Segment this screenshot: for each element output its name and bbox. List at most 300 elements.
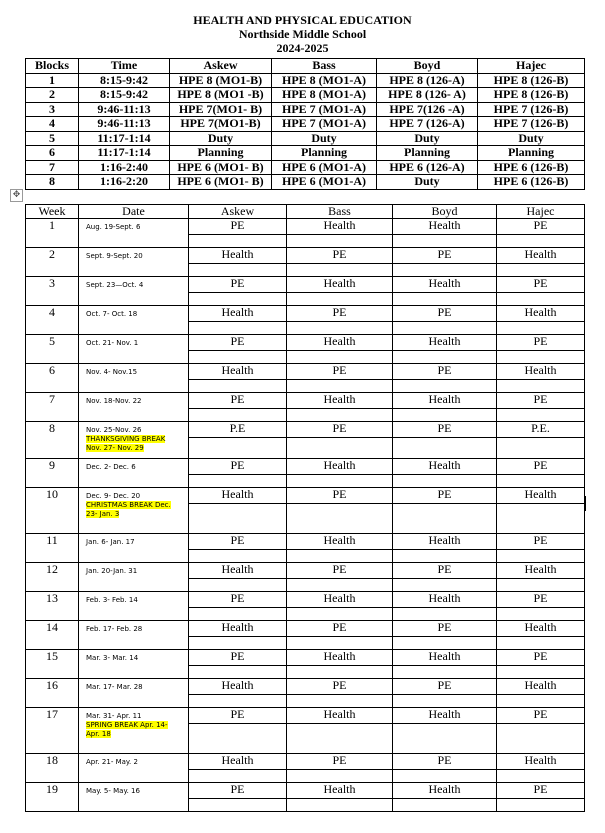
week-number: 4 (26, 306, 79, 335)
empty-cell (189, 322, 287, 335)
week-date (79, 335, 189, 364)
subject-bass: Health (287, 783, 393, 799)
table-row (26, 219, 585, 235)
week-date (79, 563, 189, 592)
subject-bass: Health (287, 650, 393, 666)
table-row (26, 459, 585, 475)
schedule-row (26, 146, 585, 161)
table-row (26, 277, 585, 293)
week-number: 19 (26, 783, 79, 812)
empty-cell (393, 438, 497, 459)
subject-askew: PE (189, 708, 287, 724)
schedule-cell: HPE 7(MO1-B) (170, 117, 272, 132)
subject-hajec: Health (497, 488, 585, 504)
schedule-cell: 7 (26, 160, 79, 175)
empty-cell (393, 504, 497, 534)
week-number: 8 (26, 422, 79, 459)
empty-cell (287, 409, 393, 422)
empty-cell (189, 579, 287, 592)
schedule-header-cell: Hajec (478, 59, 585, 74)
schedule-cell: HPE 8 (126-A) (377, 73, 478, 88)
table-row (26, 621, 585, 637)
empty-cell (393, 235, 497, 248)
empty-cell (497, 293, 585, 306)
schedule-row (26, 73, 585, 88)
empty-cell (189, 666, 287, 679)
schedule-row (26, 88, 585, 103)
empty-cell (497, 550, 585, 563)
subject-boyd: Health (393, 592, 497, 608)
empty-cell (393, 695, 497, 708)
empty-cell (189, 264, 287, 277)
week-number: 1 (26, 219, 79, 248)
subject-hajec: Health (497, 754, 585, 770)
subject-hajec: PE (497, 277, 585, 293)
empty-cell (189, 504, 287, 534)
schedule-row (26, 117, 585, 132)
empty-cell (497, 770, 585, 783)
schedule-cell: 1:16-2:40 (79, 160, 170, 175)
empty-cell (189, 695, 287, 708)
empty-cell (497, 475, 585, 488)
empty-cell (287, 351, 393, 364)
week-date (79, 679, 189, 708)
week-number: 11 (26, 534, 79, 563)
week-number: 3 (26, 277, 79, 306)
schedule-cell: Duty (377, 175, 478, 190)
empty-cell (287, 608, 393, 621)
holiday-note: CHRISTMAS BREAK Dec. 23- Jan. 3 (86, 501, 171, 518)
date-range: Nov. 4- Nov.15 (86, 368, 138, 376)
schedule-header-cell: Time (79, 59, 170, 74)
subject-bass: PE (287, 754, 393, 770)
subject-boyd: PE (393, 422, 497, 438)
date-range: Mar. 17- Mar. 28 (86, 683, 143, 691)
subject-boyd: Health (393, 393, 497, 409)
week-number: 2 (26, 248, 79, 277)
schedule-cell: 4 (26, 117, 79, 132)
subject-bass: PE (287, 621, 393, 637)
schedule-cell: HPE 8 (MO1-A) (272, 88, 377, 103)
subject-hajec: PE (497, 219, 585, 235)
week-number: 7 (26, 393, 79, 422)
subject-hajec: PE (497, 534, 585, 550)
schedule-cell: Duty (377, 131, 478, 146)
rotation-header-cell: Boyd (393, 205, 497, 219)
subject-bass: Health (287, 335, 393, 351)
subject-hajec: PE (497, 335, 585, 351)
subject-boyd: Health (393, 459, 497, 475)
empty-cell (497, 264, 585, 277)
subject-askew: PE (189, 534, 287, 550)
date-range: Feb. 17- Feb. 28 (86, 625, 143, 633)
subject-boyd: Health (393, 335, 497, 351)
week-date (79, 708, 189, 754)
rotation-header-cell: Hajec (497, 205, 585, 219)
empty-cell (393, 351, 497, 364)
schedule-cell: HPE 8 (126-B) (478, 88, 585, 103)
date-range: Jan. 6- Jan. 17 (86, 538, 135, 546)
table-row (26, 248, 585, 264)
week-date (79, 534, 189, 563)
subject-bass: PE (287, 488, 393, 504)
subject-askew: P.E (189, 422, 287, 438)
subject-askew: PE (189, 335, 287, 351)
date-range: Nov. 18-Nov. 22 (86, 397, 142, 405)
subject-hajec: Health (497, 621, 585, 637)
empty-cell (497, 695, 585, 708)
schedule-row (26, 102, 585, 117)
week-date (79, 459, 189, 488)
schedule-cell: HPE 6 (MO1-A) (272, 160, 377, 175)
empty-cell (497, 608, 585, 621)
subject-hajec: PE (497, 459, 585, 475)
subject-boyd: Health (393, 650, 497, 666)
school-name: Northside Middle School (238, 27, 367, 41)
empty-cell (189, 235, 287, 248)
subject-askew: Health (189, 563, 287, 579)
empty-cell (393, 380, 497, 393)
date-range: Oct. 7- Oct. 18 (86, 310, 138, 318)
empty-cell (189, 770, 287, 783)
schedule-cell: HPE 7(126 -A) (377, 102, 478, 117)
date-range: Oct. 21- Nov. 1 (86, 339, 139, 347)
subject-hajec: PE (497, 650, 585, 666)
subject-askew: PE (189, 783, 287, 799)
subject-boyd: Health (393, 534, 497, 550)
week-date (79, 364, 189, 393)
week-date (79, 219, 189, 248)
schedule-cell: HPE 8 (MO1 -B) (170, 88, 272, 103)
schedule-cell: HPE 6 (126-B) (478, 175, 585, 190)
schedule-cell: Duty (272, 131, 377, 146)
subject-hajec: Health (497, 563, 585, 579)
table-row (26, 592, 585, 608)
table-row (26, 393, 585, 409)
week-date (79, 621, 189, 650)
subject-bass: PE (287, 422, 393, 438)
subject-askew: Health (189, 621, 287, 637)
date-range: Apr. 21- May. 2 (86, 758, 138, 766)
empty-cell (287, 637, 393, 650)
week-number: 10 (26, 488, 79, 534)
subject-hajec: PE (497, 783, 585, 799)
subject-bass: Health (287, 592, 393, 608)
subject-hajec: PE (497, 708, 585, 724)
subject-askew: Health (189, 248, 287, 264)
empty-cell (497, 409, 585, 422)
subject-boyd: Health (393, 708, 497, 724)
empty-cell (393, 666, 497, 679)
date-range: Sept. 9-Sept. 20 (86, 252, 143, 260)
empty-cell (497, 380, 585, 393)
subject-boyd: PE (393, 488, 497, 504)
schedule-cell: 11:17-1:14 (79, 131, 170, 146)
date-range: Mar. 3- Mar. 14 (86, 654, 139, 662)
schedule-row (26, 175, 585, 190)
schedule-cell: HPE 6 (MO1- B) (170, 175, 272, 190)
table-row (26, 708, 585, 724)
subject-askew: PE (189, 219, 287, 235)
subject-bass: Health (287, 459, 393, 475)
subject-hajec: Health (497, 679, 585, 695)
empty-cell (393, 550, 497, 563)
date-range: Nov. 25-Nov. 26 (86, 426, 142, 434)
subject-bass: Health (287, 219, 393, 235)
week-date (79, 422, 189, 459)
subject-askew: PE (189, 393, 287, 409)
subject-askew: Health (189, 364, 287, 380)
subject-boyd: PE (393, 248, 497, 264)
subject-hajec: Health (497, 248, 585, 264)
empty-cell (497, 235, 585, 248)
empty-cell (393, 724, 497, 754)
empty-cell (287, 579, 393, 592)
schedule-cell: HPE 7 (126-B) (478, 102, 585, 117)
schedule-cell: HPE 8 (126-B) (478, 73, 585, 88)
schedule-row (26, 131, 585, 146)
empty-cell (189, 409, 287, 422)
empty-cell (189, 380, 287, 393)
schedule-cell: HPE 6 (126-A) (377, 160, 478, 175)
empty-cell (287, 504, 393, 534)
schedule-cell: 8:15-9:42 (79, 73, 170, 88)
week-number: 13 (26, 592, 79, 621)
subject-bass: Health (287, 534, 393, 550)
empty-cell (497, 799, 585, 812)
date-range: Dec. 2- Dec. 6 (86, 463, 136, 471)
schedule-header-cell: Askew (170, 59, 272, 74)
table-row (26, 783, 585, 799)
empty-cell (287, 475, 393, 488)
subject-boyd: PE (393, 754, 497, 770)
empty-cell (189, 608, 287, 621)
week-number: 18 (26, 754, 79, 783)
empty-cell (189, 637, 287, 650)
schedule-cell: Planning (272, 146, 377, 161)
week-date (79, 650, 189, 679)
empty-cell (393, 409, 497, 422)
schedule-cell: HPE 7 (126-A) (377, 117, 478, 132)
table-row (26, 563, 585, 579)
schedule-header-cell: Boyd (377, 59, 478, 74)
empty-cell (393, 264, 497, 277)
date-range: Feb. 3- Feb. 14 (86, 596, 138, 604)
schedule-cell: HPE 8 (126- A) (377, 88, 478, 103)
schedule-cell: HPE 7 (MO1-A) (272, 102, 377, 117)
empty-cell (393, 322, 497, 335)
subject-boyd: Health (393, 783, 497, 799)
subject-bass: PE (287, 679, 393, 695)
subject-boyd: Health (393, 219, 497, 235)
date-range: Mar. 31- Apr. 11 (86, 712, 142, 720)
schedule-header-cell: Bass (272, 59, 377, 74)
table-row (26, 650, 585, 666)
schedule-cell: HPE 6 (MO1-A) (272, 175, 377, 190)
empty-cell (287, 550, 393, 563)
schedule-cell: 1:16-2:20 (79, 175, 170, 190)
table-row (26, 422, 585, 438)
empty-cell (189, 799, 287, 812)
schedule-cell: 6 (26, 146, 79, 161)
subject-askew: Health (189, 754, 287, 770)
date-range: Dec. 9- Dec. 20 (86, 492, 141, 500)
subject-askew: PE (189, 459, 287, 475)
rotation-header-cell: Week (26, 205, 79, 219)
schedule-cell: 8:15-9:42 (79, 88, 170, 103)
school-year: 2024-2025 (276, 41, 329, 55)
empty-cell (287, 380, 393, 393)
empty-cell (287, 322, 393, 335)
empty-cell (287, 235, 393, 248)
empty-cell (189, 550, 287, 563)
empty-cell (393, 579, 497, 592)
schedule-cell: 9:46-11:13 (79, 117, 170, 132)
document-title: HEALTH AND PHYSICAL EDUCATION (193, 13, 412, 27)
empty-cell (393, 637, 497, 650)
schedule-row (26, 160, 585, 175)
subject-bass: PE (287, 364, 393, 380)
date-range: Aug. 19-Sept. 6 (86, 223, 141, 231)
move-handle-icon[interactable]: ✥ (10, 189, 23, 202)
schedule-cell: HPE 6 (MO1- B) (170, 160, 272, 175)
empty-cell (287, 770, 393, 783)
schedule-cell: Duty (170, 131, 272, 146)
empty-cell (287, 293, 393, 306)
week-date (79, 248, 189, 277)
subject-hajec: P.E. (497, 422, 585, 438)
subject-hajec: Health (497, 306, 585, 322)
schedule-cell: 8 (26, 175, 79, 190)
week-date (79, 783, 189, 812)
empty-cell (287, 264, 393, 277)
table-row (26, 306, 585, 322)
holiday-note: THANKSGIVING BREAK Nov. 27- Nov. 29 (86, 435, 166, 452)
empty-cell (497, 504, 585, 534)
empty-cell (497, 322, 585, 335)
table-row (26, 754, 585, 770)
subject-askew: PE (189, 592, 287, 608)
schedule-cell: Planning (170, 146, 272, 161)
schedule-cell: HPE 7 (126-B) (478, 117, 585, 132)
week-number: 6 (26, 364, 79, 393)
subject-askew: Health (189, 488, 287, 504)
subject-hajec: Health (497, 364, 585, 380)
empty-cell (393, 608, 497, 621)
week-number: 17 (26, 708, 79, 754)
empty-cell (189, 293, 287, 306)
week-date (79, 488, 189, 534)
rotation-header-cell: Bass (287, 205, 393, 219)
schedule-cell: 2 (26, 88, 79, 103)
week-date (79, 393, 189, 422)
table-border-marker (584, 496, 586, 511)
week-number: 9 (26, 459, 79, 488)
holiday-note: SPRING BREAK Apr. 14- Apr. 18 (86, 721, 168, 738)
empty-cell (287, 438, 393, 459)
empty-cell (393, 799, 497, 812)
empty-cell (287, 724, 393, 754)
empty-cell (189, 438, 287, 459)
schedule-cell: 3 (26, 102, 79, 117)
subject-bass: PE (287, 563, 393, 579)
empty-cell (287, 695, 393, 708)
empty-cell (497, 637, 585, 650)
subject-boyd: PE (393, 306, 497, 322)
subject-boyd: PE (393, 364, 497, 380)
empty-cell (497, 724, 585, 754)
rotation-header-cell: Date (79, 205, 189, 219)
subject-boyd: PE (393, 563, 497, 579)
empty-cell (189, 724, 287, 754)
block-schedule-table (25, 58, 585, 190)
schedule-cell: HPE 6 (126-B) (478, 160, 585, 175)
date-range: Sept. 23—Oct. 4 (86, 281, 144, 289)
schedule-cell: HPE 7 (MO1-A) (272, 117, 377, 132)
week-date (79, 277, 189, 306)
empty-cell (497, 666, 585, 679)
subject-askew: Health (189, 679, 287, 695)
table-row (26, 488, 585, 504)
week-date (79, 754, 189, 783)
rotation-table (25, 204, 585, 812)
empty-cell (189, 475, 287, 488)
week-number: 14 (26, 621, 79, 650)
empty-cell (393, 293, 497, 306)
schedule-header-cell: Blocks (26, 59, 79, 74)
empty-cell (189, 351, 287, 364)
week-date (79, 592, 189, 621)
schedule-cell: HPE 7(MO1- B) (170, 102, 272, 117)
empty-cell (287, 799, 393, 812)
subject-hajec: PE (497, 393, 585, 409)
schedule-cell: 1 (26, 73, 79, 88)
schedule-cell: Planning (478, 146, 585, 161)
table-row (26, 335, 585, 351)
week-number: 12 (26, 563, 79, 592)
subject-boyd: Health (393, 277, 497, 293)
rotation-header-cell: Askew (189, 205, 287, 219)
schedule-cell: 11:17-1:14 (79, 146, 170, 161)
schedule-cell: HPE 8 (MO1-B) (170, 73, 272, 88)
subject-askew: PE (189, 650, 287, 666)
table-row (26, 534, 585, 550)
empty-cell (497, 438, 585, 459)
empty-cell (393, 770, 497, 783)
empty-cell (497, 579, 585, 592)
subject-bass: Health (287, 393, 393, 409)
table-row (26, 679, 585, 695)
subject-askew: PE (189, 277, 287, 293)
week-number: 15 (26, 650, 79, 679)
week-number: 5 (26, 335, 79, 364)
week-number: 16 (26, 679, 79, 708)
date-range: Jan. 20-Jan. 31 (86, 567, 138, 575)
subject-bass: Health (287, 708, 393, 724)
subject-hajec: PE (497, 592, 585, 608)
date-range: May. 5- May. 16 (86, 787, 140, 795)
subject-bass: Health (287, 277, 393, 293)
schedule-cell: HPE 8 (MO1-A) (272, 73, 377, 88)
schedule-cell: 9:46-11:13 (79, 102, 170, 117)
table-row (26, 364, 585, 380)
schedule-cell: 5 (26, 131, 79, 146)
subject-bass: PE (287, 248, 393, 264)
subject-bass: PE (287, 306, 393, 322)
schedule-cell: Duty (478, 131, 585, 146)
empty-cell (497, 351, 585, 364)
week-date (79, 306, 189, 335)
